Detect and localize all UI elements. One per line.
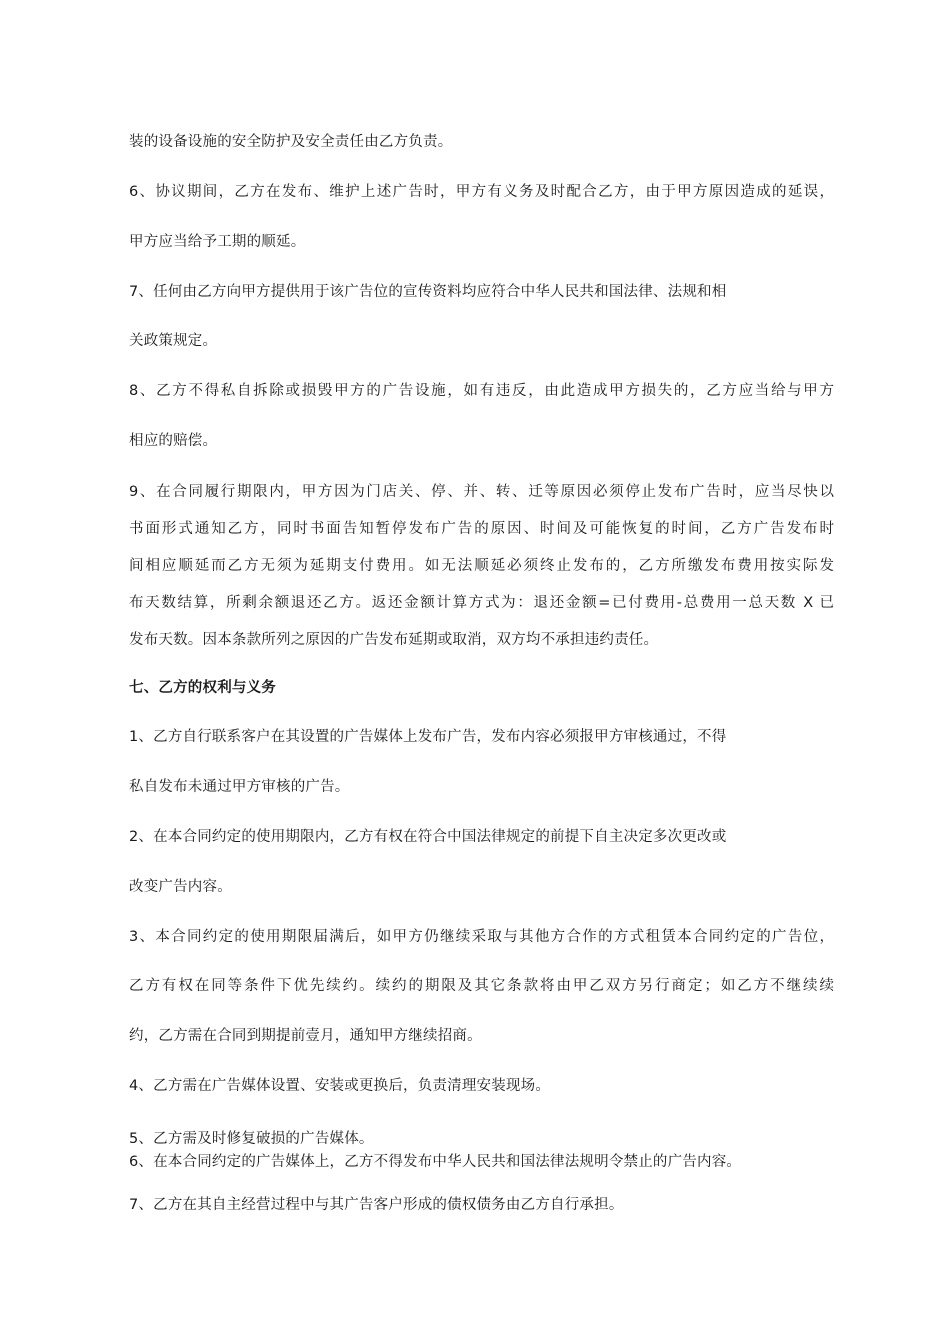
right-2-line-1: 2、在本合同约定的使用期限内，乙方有权在符合中国法律规定的前提下自主决定多次更改或 — [129, 829, 727, 845]
right-5-line: 5、乙方需及时修复破损的广告媒体。 — [129, 1131, 374, 1147]
clause-7-line-2: 关政策规定。 — [129, 333, 218, 349]
clause-9-line-4: 布天数结算，所剩余额退还乙方。返还金额计算方式为：退还金额=已付费用-总费用一总天数 X 已 — [129, 595, 834, 611]
clause-6-line-1: 6、协议期间，乙方在发布、维护上述广告时，甲方有义务及时配合乙方，由于甲方原因造成的延误， — [129, 184, 834, 200]
right-3-line-1: 3、本合同约定的使用期限届满后，如甲方仍继续采取与其他方合作的方式租赁本合同约定的广告位， — [129, 929, 834, 945]
clause-8-line-2: 相应的赔偿。 — [129, 433, 218, 449]
right-4-line: 4、乙方需在广告媒体设置、安装或更换后，负责清理安装现场。 — [129, 1078, 551, 1094]
right-1-line-1: 1、乙方自行联系客户在其设置的广告媒体上发布广告，发布内容必须报甲方审核通过，不得 — [129, 729, 727, 745]
clause-9-line-5: 发布天数。因本条款所列之原因的广告发布延期或取消，双方均不承担违约责任。 — [129, 632, 659, 648]
clause-6-line-2: 甲方应当给予工期的顺延。 — [129, 234, 306, 250]
right-7-line: 7、乙方在其自主经营过程中与其广告客户形成的债权债务由乙方自行承担。 — [129, 1197, 624, 1213]
clause-9-line-3: 间相应顺延而乙方无须为延期支付费用。如无法顺延必须终止发布的，乙方所缴发布费用按实际发 — [129, 558, 834, 574]
right-1-line-2: 私自发布未通过甲方审核的广告。 — [129, 779, 350, 795]
right-6-line: 6、在本合同约定的广告媒体上，乙方不得发布中华人民共和国法律法规明令禁止的广告内容。 — [129, 1154, 742, 1170]
clause-9-line-2: 书面形式通知乙方，同时书面告知暂停发布广告的原因、时间及可能恢复的时间，乙方广告发布时 — [129, 521, 834, 537]
clause-9-line-1: 9、在合同履行期限内，甲方因为门店关、停、并、转、迁等原因必须停止发布广告时，应当尽快以 — [129, 484, 834, 500]
text-line: 装的设备设施的安全防护及安全责任由乙方负责。 — [129, 134, 453, 150]
right-3-line-3: 约，乙方需在合同到期提前壹月，通知甲方继续招商。 — [129, 1028, 482, 1044]
section-heading: 七、乙方的权利与义务 — [129, 680, 276, 696]
right-2-line-2: 改变广告内容。 — [129, 879, 232, 895]
right-3-line-2: 乙方有权在同等条件下优先续约。续约的期限及其它条款将由甲乙双方另行商定；如乙方不继续续 — [129, 978, 834, 994]
clause-8-line-1: 8、乙方不得私自拆除或损毁甲方的广告设施，如有违反，由此造成甲方损失的，乙方应当给与甲方 — [129, 383, 834, 399]
clause-7-line-1: 7、任何由乙方向甲方提供用于该广告位的宣传资料均应符合中华人民共和国法律、法规和相 — [129, 284, 727, 300]
